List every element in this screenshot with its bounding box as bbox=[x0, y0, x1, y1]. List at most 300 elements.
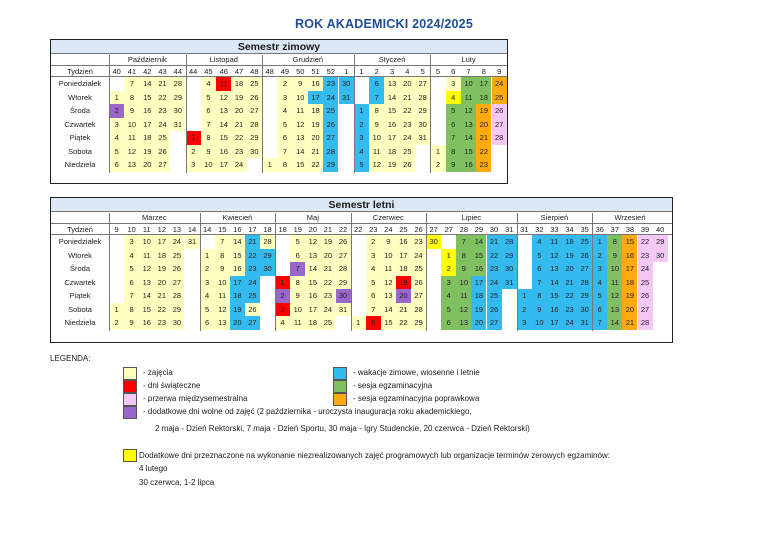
month-label: Marzec bbox=[142, 213, 167, 222]
calendar-day: 15 bbox=[622, 235, 637, 249]
calendar-day: 12 bbox=[216, 91, 231, 105]
calendar-day: 26 bbox=[492, 104, 507, 118]
calendar-day: 4 bbox=[441, 289, 456, 303]
calendar-day: 9 bbox=[124, 316, 139, 330]
calendar-day: 21 bbox=[396, 303, 411, 317]
calendar-day: 16 bbox=[305, 289, 320, 303]
legend-swatch bbox=[123, 393, 137, 406]
calendar-day: 22 bbox=[231, 131, 246, 145]
week-number: 11 bbox=[142, 225, 151, 234]
calendar-day: 4 bbox=[277, 104, 292, 118]
day-name: Środa bbox=[69, 106, 90, 115]
week-number: 51 bbox=[311, 67, 320, 76]
calendar-day: 14 bbox=[384, 91, 399, 105]
calendar-day: 11 bbox=[124, 131, 139, 145]
calendar-day: 26 bbox=[169, 262, 184, 276]
calendar-day: 30 bbox=[415, 118, 430, 132]
calendar-day: 11 bbox=[139, 249, 154, 263]
calendar-day: 9 bbox=[381, 235, 396, 249]
calendar-day: 6 bbox=[124, 276, 139, 290]
calendar-day: 25 bbox=[155, 131, 170, 145]
calendar-day: 17 bbox=[140, 118, 155, 132]
calendar-day: 10 bbox=[293, 91, 308, 105]
calendar-day: 14 bbox=[139, 289, 154, 303]
week-number: 37 bbox=[610, 225, 620, 234]
calendar-day: 3 bbox=[275, 303, 290, 317]
grid-divider bbox=[430, 55, 431, 173]
calendar-day: 22 bbox=[562, 289, 577, 303]
calendar-day: 29 bbox=[653, 235, 668, 249]
calendar-day: 27 bbox=[638, 303, 653, 317]
week-number: 40 bbox=[112, 67, 121, 76]
calendar-day: 30 bbox=[577, 303, 592, 317]
calendar-day: 26 bbox=[336, 235, 351, 249]
month-label: Czerwiec bbox=[372, 213, 404, 222]
calendar-day: 3 bbox=[277, 91, 292, 105]
calendar-day: 8 bbox=[446, 145, 461, 159]
calendar-day: 10 bbox=[139, 235, 154, 249]
calendar-day: 27 bbox=[245, 316, 260, 330]
calendar-day: 30 bbox=[339, 77, 354, 91]
calendar-day: 24 bbox=[155, 118, 170, 132]
week-number: 39 bbox=[640, 225, 650, 234]
calendar-day: 10 bbox=[381, 249, 396, 263]
grid-divider bbox=[351, 213, 352, 331]
calendar-day: 18 bbox=[154, 249, 169, 263]
week-number: 18 bbox=[263, 225, 272, 234]
calendar-day: 2 bbox=[354, 118, 369, 132]
calendar-day: 23 bbox=[154, 316, 169, 330]
footnote-date: 4 lutego bbox=[139, 464, 168, 473]
calendar-day: 8 bbox=[201, 131, 216, 145]
calendar-day: 4 bbox=[446, 91, 461, 105]
calendar-day: 14 bbox=[547, 276, 562, 290]
calendar-day: 26 bbox=[323, 118, 338, 132]
week-number: 31 bbox=[504, 225, 514, 234]
calendar-day: 10 bbox=[201, 158, 216, 172]
calendar-day: 31 bbox=[415, 131, 430, 145]
calendar-day: 3 bbox=[441, 276, 456, 290]
calendar-day: 26 bbox=[411, 276, 426, 290]
calendar-day: 28 bbox=[336, 262, 351, 276]
calendar-day: 2 bbox=[517, 303, 532, 317]
week-number: 25 bbox=[399, 225, 408, 234]
calendar-day: 1 bbox=[441, 249, 456, 263]
month-label: Sierpień bbox=[540, 213, 569, 222]
calendar-day: 23 bbox=[320, 289, 335, 303]
week-number: 27 bbox=[444, 225, 453, 234]
calendar-day: 20 bbox=[562, 262, 577, 276]
week-number: 42 bbox=[143, 67, 152, 76]
calendar-day: 21 bbox=[320, 262, 335, 276]
week-number: 52 bbox=[326, 67, 335, 76]
calendar-day: 25 bbox=[320, 316, 335, 330]
calendar-day: 16 bbox=[216, 145, 231, 159]
calendar-day: 6 bbox=[532, 262, 547, 276]
calendar-day: 18 bbox=[308, 104, 323, 118]
week-number: 47 bbox=[234, 67, 244, 76]
calendar-day: 12 bbox=[305, 235, 320, 249]
calendar-day: 12 bbox=[547, 249, 562, 263]
month-label: Wrzesień bbox=[614, 213, 646, 222]
calendar-day: 2 bbox=[109, 104, 124, 118]
calendar-day: 31 bbox=[502, 276, 517, 290]
calendar-day: 2 bbox=[186, 145, 201, 159]
calendar-day: 17 bbox=[230, 276, 245, 290]
calendar-day: 6 bbox=[441, 316, 456, 330]
calendar-day: 6 bbox=[290, 249, 305, 263]
grid-divider bbox=[186, 55, 187, 173]
calendar-day: 9 bbox=[201, 145, 216, 159]
calendar-day: 23 bbox=[411, 235, 426, 249]
calendar-day: 17 bbox=[216, 158, 231, 172]
calendar-day: 8 bbox=[124, 91, 139, 105]
day-name: Czwartek bbox=[64, 119, 96, 129]
week-number: 20 bbox=[308, 225, 318, 234]
calendar-day: 9 bbox=[456, 262, 471, 276]
calendar-day: 5 bbox=[201, 91, 216, 105]
calendar-day: 20 bbox=[400, 77, 415, 91]
calendar-day: 20 bbox=[476, 118, 491, 132]
calendar-day: 27 bbox=[155, 158, 170, 172]
calendar-day: 3 bbox=[354, 131, 369, 145]
calendar-day: 16 bbox=[547, 303, 562, 317]
calendar-day: 28 bbox=[415, 91, 430, 105]
calendar-day: 29 bbox=[336, 276, 351, 290]
calendar-day: 8 bbox=[366, 316, 381, 330]
day-name: Sobota bbox=[68, 304, 92, 314]
week-number: 44 bbox=[173, 67, 182, 76]
calendar-day: 4 bbox=[532, 235, 547, 249]
calendar-day: 14 bbox=[230, 235, 245, 249]
week-number: 5 bbox=[435, 67, 441, 76]
day-name: Niedziela bbox=[64, 318, 96, 327]
calendar-day: 18 bbox=[230, 289, 245, 303]
calendar-day: 14 bbox=[216, 118, 231, 132]
calendar-day: 9 bbox=[607, 249, 622, 263]
calendar-day: 7 bbox=[366, 303, 381, 317]
calendar-day: 27 bbox=[411, 289, 426, 303]
week-number: 3 bbox=[389, 67, 395, 76]
calendar-day: 1 bbox=[275, 276, 290, 290]
calendar-day: 20 bbox=[396, 289, 411, 303]
calendar-day: 5 bbox=[124, 262, 139, 276]
calendar-day: 13 bbox=[293, 131, 308, 145]
calendar-day: 1 bbox=[109, 91, 124, 105]
calendar-day: 20 bbox=[622, 303, 637, 317]
grid-divider bbox=[592, 213, 593, 331]
calendar-day: 7 bbox=[290, 262, 305, 276]
calendar-day: 28 bbox=[260, 235, 275, 249]
calendar-day: 21 bbox=[154, 289, 169, 303]
calendar-day: 26 bbox=[247, 91, 262, 105]
calendar-day: 4 bbox=[275, 316, 290, 330]
calendar-day: 30 bbox=[653, 249, 668, 263]
calendar-day: 30 bbox=[502, 262, 517, 276]
week-number: 1 bbox=[359, 67, 364, 76]
calendar-day: 29 bbox=[247, 131, 262, 145]
calendar-day: 10 bbox=[456, 276, 471, 290]
legend-text: - przerwa międzysemestralna bbox=[143, 394, 248, 403]
calendar-day: 24 bbox=[400, 131, 415, 145]
calendar-day: 17 bbox=[308, 91, 323, 105]
calendar-day: 14 bbox=[461, 131, 476, 145]
grid-divider bbox=[517, 213, 518, 331]
calendar-day: 31 bbox=[336, 303, 351, 317]
day-name: Poniedziałek bbox=[58, 237, 102, 246]
calendar-day: 15 bbox=[381, 316, 396, 330]
week-number: 48 bbox=[250, 67, 259, 76]
calendar-day: 12 bbox=[369, 158, 384, 172]
calendar-day: 21 bbox=[487, 235, 502, 249]
legend-swatch bbox=[333, 380, 347, 393]
calendar-day: 7 bbox=[446, 131, 461, 145]
calendar-day: 25 bbox=[400, 145, 415, 159]
calendar-day: 8 bbox=[456, 249, 471, 263]
calendar-day: 1 bbox=[351, 316, 366, 330]
calendar-day: 2 bbox=[430, 158, 445, 172]
calendar-day: 28 bbox=[492, 131, 507, 145]
week-number: 24 bbox=[384, 225, 393, 234]
legend-title: LEGENDA: bbox=[50, 354, 91, 363]
calendar-day: 24 bbox=[245, 276, 260, 290]
calendar-day: 16 bbox=[396, 235, 411, 249]
calendar-day: 3 bbox=[366, 249, 381, 263]
calendar-day: 18 bbox=[140, 131, 155, 145]
calendar-day: 24 bbox=[487, 276, 502, 290]
calendar-day: 29 bbox=[411, 316, 426, 330]
calendar-day: 19 bbox=[471, 303, 486, 317]
calendar-day: 16 bbox=[140, 104, 155, 118]
calendar-day: 16 bbox=[622, 249, 637, 263]
week-number: 22 bbox=[338, 225, 348, 234]
calendar-day: 15 bbox=[140, 91, 155, 105]
calendar-day: 13 bbox=[461, 118, 476, 132]
week-number: 19 bbox=[293, 225, 302, 234]
month-label: Listopad bbox=[209, 55, 238, 64]
legend-swatch bbox=[123, 380, 137, 393]
calendar-day: 9 bbox=[290, 289, 305, 303]
calendar-day: 21 bbox=[231, 118, 246, 132]
calendar-day: 8 bbox=[277, 158, 292, 172]
calendar-day: 25 bbox=[411, 262, 426, 276]
calendar-day: 3 bbox=[109, 118, 124, 132]
week-number: 31 bbox=[520, 225, 529, 234]
calendar-day: 7 bbox=[201, 118, 216, 132]
calendar-day: 9 bbox=[446, 158, 461, 172]
semester-title: Semestr letni bbox=[51, 198, 672, 212]
week-number: 40 bbox=[655, 225, 665, 234]
calendar-day: 9 bbox=[215, 262, 230, 276]
calendar-day: 8 bbox=[369, 104, 384, 118]
calendar-day: 13 bbox=[305, 249, 320, 263]
legend-swatch bbox=[333, 367, 347, 380]
week-number: 23 bbox=[369, 225, 378, 234]
calendar-day: 17 bbox=[622, 262, 637, 276]
calendar-day: 19 bbox=[622, 289, 637, 303]
calendar-day: 15 bbox=[305, 276, 320, 290]
calendar-day: 9 bbox=[369, 118, 384, 132]
calendar-day: 16 bbox=[230, 262, 245, 276]
calendar-day: 18 bbox=[231, 77, 246, 91]
calendar-day: 20 bbox=[230, 316, 245, 330]
calendar-day: 30 bbox=[247, 145, 262, 159]
calendar-day: 30 bbox=[336, 289, 351, 303]
calendar-day: 7 bbox=[592, 316, 607, 330]
calendar-day: 22 bbox=[154, 303, 169, 317]
week-number: 4 bbox=[405, 67, 410, 76]
week-number: 18 bbox=[278, 225, 287, 234]
calendar-day: 15 bbox=[471, 249, 486, 263]
calendar-day: 23 bbox=[323, 77, 338, 91]
week-number: 12 bbox=[157, 225, 167, 234]
grid-divider bbox=[200, 213, 201, 331]
week-number: 33 bbox=[550, 225, 559, 234]
calendar-day: 3 bbox=[446, 77, 461, 91]
calendar-day: 12 bbox=[293, 118, 308, 132]
calendar-day: 4 bbox=[592, 276, 607, 290]
day-name: Niedziela bbox=[64, 160, 96, 169]
calendar-day: 15 bbox=[461, 145, 476, 159]
calendar-day: 27 bbox=[323, 131, 338, 145]
calendar-day: 5 bbox=[592, 289, 607, 303]
week-number: 36 bbox=[595, 225, 604, 234]
calendar-day: 11 bbox=[607, 276, 622, 290]
week-number: 50 bbox=[296, 67, 305, 76]
calendar-day: 11 bbox=[293, 104, 308, 118]
calendar-day: 21 bbox=[155, 77, 170, 91]
calendar-day: 19 bbox=[140, 145, 155, 159]
week-number: 2 bbox=[374, 67, 379, 76]
calendar-day: 17 bbox=[305, 303, 320, 317]
calendar-day: 25 bbox=[247, 77, 262, 91]
calendar-day: 1 bbox=[200, 249, 215, 263]
calendar-day: 1 bbox=[517, 289, 532, 303]
calendar-day: 24 bbox=[320, 303, 335, 317]
week-number: 30 bbox=[489, 225, 499, 234]
calendar-day: 27 bbox=[336, 249, 351, 263]
legend-text: - zajęcia bbox=[143, 368, 173, 377]
calendar-day: 23 bbox=[231, 145, 246, 159]
calendar-day: 4 bbox=[109, 131, 124, 145]
calendar-day: 4 bbox=[200, 289, 215, 303]
calendar-day: 18 bbox=[562, 235, 577, 249]
week-number: 13 bbox=[172, 225, 182, 234]
calendar-day: 29 bbox=[577, 289, 592, 303]
calendar-day: 27 bbox=[487, 316, 502, 330]
calendar-day: 11 bbox=[456, 289, 471, 303]
month-label: Styczeń bbox=[378, 55, 406, 64]
calendar-day: 13 bbox=[381, 289, 396, 303]
grid-divider bbox=[275, 213, 276, 331]
calendar-grid bbox=[51, 77, 507, 172]
calendar-day: 16 bbox=[471, 262, 486, 276]
calendar-day: 13 bbox=[607, 303, 622, 317]
day-name: Piątek bbox=[69, 133, 91, 142]
day-name: Czwartek bbox=[64, 277, 96, 287]
calendar-day: 19 bbox=[154, 262, 169, 276]
calendar-day: 19 bbox=[230, 303, 245, 317]
week-number: 7 bbox=[466, 67, 471, 76]
calendar-day: 19 bbox=[562, 249, 577, 263]
calendar-day: 13 bbox=[215, 316, 230, 330]
calendar-day: 29 bbox=[415, 104, 430, 118]
calendar-day: 18 bbox=[476, 91, 491, 105]
calendar-day: 24 bbox=[492, 77, 507, 91]
calendar-day: 14 bbox=[305, 262, 320, 276]
week-number: 6 bbox=[451, 67, 456, 76]
calendar-day: 27 bbox=[169, 276, 184, 290]
calendar-day: 15 bbox=[547, 289, 562, 303]
calendar-day: 31 bbox=[170, 118, 185, 132]
calendar-day: 6 bbox=[366, 289, 381, 303]
calendar-day: 3 bbox=[592, 262, 607, 276]
calendar-day: 24 bbox=[638, 262, 653, 276]
calendar-day: 5 bbox=[532, 249, 547, 263]
calendar-day: 21 bbox=[562, 276, 577, 290]
calendar-day: 25 bbox=[245, 289, 260, 303]
footnote-text: Dodatkowe dni przeznaczone na wykonanie niezrealizowanych zajęć programowych lub organizacje terminów zerowych egzaminów: bbox=[139, 451, 610, 460]
calendar-day: 20 bbox=[231, 104, 246, 118]
grid-divider bbox=[354, 55, 355, 173]
calendar-day: 22 bbox=[638, 235, 653, 249]
calendar-day: 14 bbox=[293, 145, 308, 159]
week-number: 38 bbox=[625, 225, 635, 234]
legend-text: - wakacje zimowe, wiosenne i letnie bbox=[353, 368, 480, 377]
calendar-day: 18 bbox=[471, 289, 486, 303]
calendar-day: 28 bbox=[577, 276, 592, 290]
calendar-day: 6 bbox=[201, 104, 216, 118]
calendar-day: 12 bbox=[607, 289, 622, 303]
calendar-day: 6 bbox=[277, 131, 292, 145]
calendar-day: 27 bbox=[577, 262, 592, 276]
calendar-day: 11 bbox=[461, 91, 476, 105]
calendar-day: 5 bbox=[290, 235, 305, 249]
calendar-day: 15 bbox=[216, 131, 231, 145]
week-row-label: Tydzień bbox=[67, 225, 93, 234]
month-label: Kwiecień bbox=[222, 213, 253, 222]
calendar-day: 12 bbox=[139, 262, 154, 276]
week-number: 48 bbox=[265, 67, 274, 76]
calendar-day: 5 bbox=[354, 158, 369, 172]
calendar-day: 24 bbox=[169, 235, 184, 249]
calendar-day: 29 bbox=[260, 249, 275, 263]
calendar-day: 7 bbox=[124, 289, 139, 303]
calendar-day: 16 bbox=[308, 77, 323, 91]
calendar-day: 15 bbox=[230, 249, 245, 263]
calendar-day: 16 bbox=[139, 316, 154, 330]
summer-semester-table bbox=[50, 197, 673, 343]
calendar-day: 20 bbox=[320, 249, 335, 263]
calendar-day: 13 bbox=[547, 262, 562, 276]
day-name: Piątek bbox=[69, 291, 91, 300]
calendar-day: 17 bbox=[154, 235, 169, 249]
calendar-day: 5 bbox=[366, 276, 381, 290]
calendar-day: 3 bbox=[186, 158, 201, 172]
calendar-day: 26 bbox=[400, 158, 415, 172]
calendar-day: 6 bbox=[200, 316, 215, 330]
day-name: Wtorek bbox=[68, 92, 92, 102]
calendar-day: 2 bbox=[277, 77, 292, 91]
calendar-day: 19 bbox=[308, 118, 323, 132]
calendar-day: 2 bbox=[441, 262, 456, 276]
calendar-day: 29 bbox=[323, 158, 338, 172]
calendar-day: 22 bbox=[320, 276, 335, 290]
calendar-day: 17 bbox=[471, 276, 486, 290]
calendar-day: 21 bbox=[400, 91, 415, 105]
calendar-day: 6 bbox=[369, 77, 384, 91]
calendar-day: 5 bbox=[441, 303, 456, 317]
